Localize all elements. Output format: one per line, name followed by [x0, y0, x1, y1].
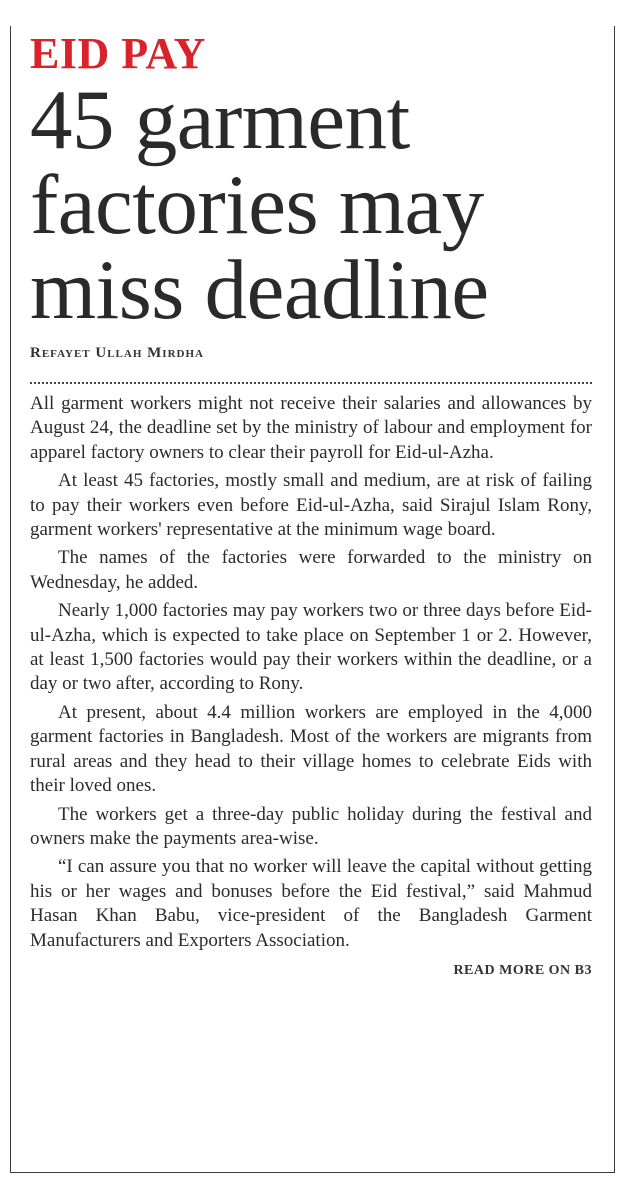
paragraph: At least 45 factories, mostly small and medium, are at risk of failing to pay their workers even before Eid-ul-Azha, said Sirajul Islam Rony, garment workers' representative at the minimum wage board. — [30, 470, 592, 541]
headline — [30, 73, 592, 337]
headline-line: miss deadline — [30, 243, 489, 337]
headline-line: factories may — [30, 158, 484, 252]
read-more-link[interactable]: READ MORE ON B3 — [453, 962, 592, 978]
dotted-divider — [30, 382, 592, 384]
column-rule-left — [10, 26, 11, 1172]
article — [30, 28, 592, 979]
headline-line: 45 garment — [30, 73, 410, 167]
column-rule-bottom — [10, 1172, 615, 1173]
byline: Refayet Ullah Mirdha — [30, 345, 204, 361]
paragraph: The names of the factories were forwarded to the ministry on Wednesday, he added. — [30, 547, 592, 593]
kicker: EID PAY — [30, 29, 206, 78]
article-body — [30, 392, 592, 953]
paragraph: Nearly 1,000 factories may pay workers two or three days before Eid-ul-Azha, which is expected to take place on September 1 or 2. However, at least 1,500 factories would pay their workers within the deadline, or a day or two after, according to Rony. — [30, 600, 592, 695]
paragraph: All garment workers might not receive their salaries and allowances by August 24, the deadline set by the ministry of labour and employment for apparel factory owners to clear their payroll for Eid-ul-Azha. — [30, 393, 592, 463]
paragraph: “I can assure you that no worker will leave the capital without getting his or her wages and bonuses before the Eid festival,” said Mahmud Hasan Khan Babu, vice-president of the Bangladesh Garment Manufacturers and Exporters Association. — [30, 856, 592, 951]
paragraph: The workers get a three-day public holiday during the festival and owners make the payments area-wise. — [30, 803, 592, 849]
paragraph: At present, about 4.4 million workers are employed in the 4,000 garment factories in Bangladesh. Most of the workers are migrants from rural areas and they head to their village homes to celebrate Eids with their loved ones. — [30, 701, 592, 797]
column-rule-right — [614, 26, 615, 1172]
